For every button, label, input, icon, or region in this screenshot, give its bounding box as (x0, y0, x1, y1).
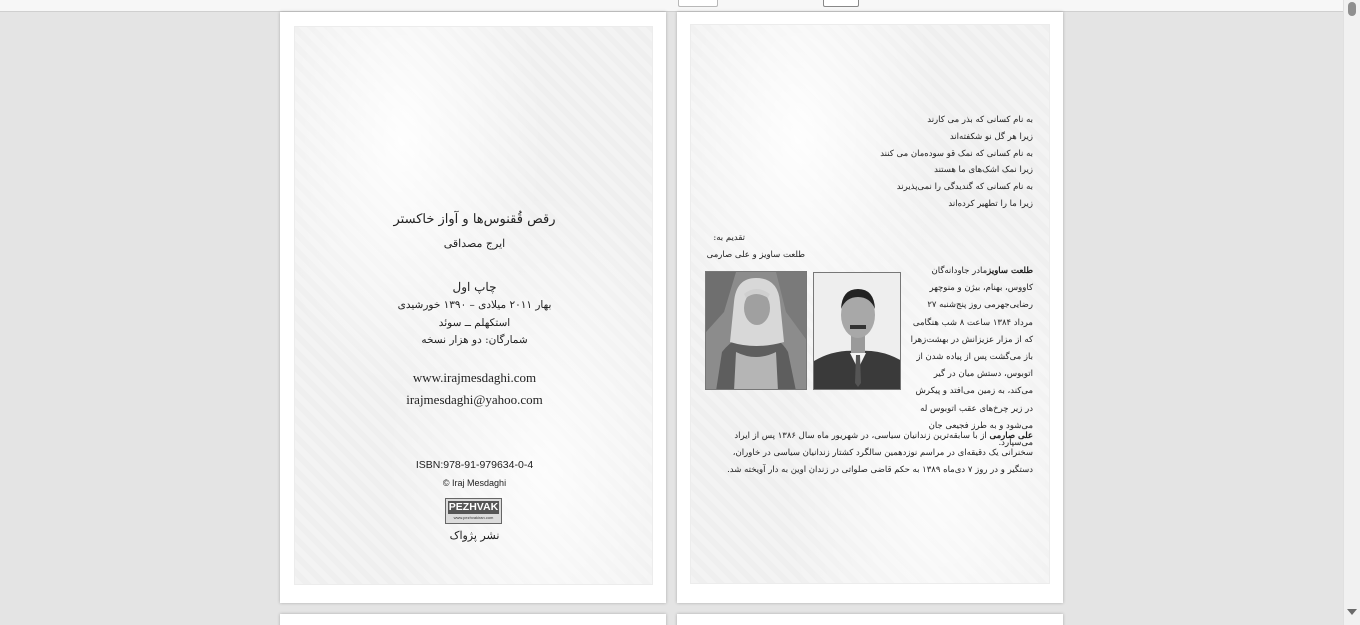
bio-name: علی صارمی (989, 431, 1033, 441)
poem (833, 112, 1033, 213)
bio-text: از با سابقه‌ترین زندانیان سیاسی، در شهریور ماه سال ۱۳۸۶ پس از ایراد سخنرانی یک دقیقه‌ای در مراسم نوزدهمین سالگرد کشتار زندانیان سیاسی در خاوران، دستگیر و در روز ۷ دی‌ماه ۱۳۸۹ به حکم قاضی صلواتی در زندان اوین به دار آویخته شد. (727, 431, 1033, 476)
scrollbar-thumb[interactable] (1348, 2, 1356, 16)
logo-name: PEZHVAK (448, 501, 499, 513)
document-page-left (280, 12, 666, 603)
logo-url: www.pezhvakiran.com (453, 515, 494, 520)
poem-line: زیرا ما را تطهیر کرده‌اند (948, 198, 1033, 209)
email-address: irajmesdaghi@yahoo.com (406, 392, 543, 407)
portrait-photo-man (813, 272, 901, 390)
bio-text: مادر جاودانه‌گان کاووس، بهنام، بیژن و منوچهر رضایی‌جهرمی روز پنج‌شنبه ۲۷ مرداد ۱۳۸۴ ساعت ۸ شب هنگامی که از مزار عزیزانش در بهشت‌زهرا باز می‌گشت پس از پیاده شدن از اتوبوس، دستش میان در گیر می‌کند، به زمین می‌افتد و پیکرش در زیر چرخ‌های عقب اتوبوس له می‌شود و به طرز فجیعی جان می‌سپارد. (910, 266, 1033, 449)
website-link: www.irajmesdaghi.com (412, 370, 537, 385)
publication-date: بهار ۲۰۱۱ میلادی – ۱۳۹۰ خورشیدی (397, 299, 552, 311)
page-content (690, 24, 1050, 584)
viewer-toolbar (0, 0, 1343, 12)
dedication-names: طلعت ساویز و علی صارمی (706, 250, 805, 260)
zoom-control[interactable] (823, 0, 859, 7)
copyright: © Iraj Mesdaghi (442, 478, 507, 488)
scroll-down-arrow-icon[interactable] (1347, 609, 1357, 615)
page-number-input[interactable] (678, 0, 718, 7)
publisher-name: نشر پژواک (449, 529, 500, 542)
poem-line: به نام کسانی که گندیدگی را نمی‌پذیرند (896, 182, 1033, 193)
vertical-scrollbar[interactable] (1343, 0, 1360, 625)
poem-line: به نام کسانی که بذر می کارند (927, 115, 1033, 125)
document-page-right (677, 12, 1063, 603)
isbn: ISBN:978-91-979634-0-4 (415, 459, 534, 471)
book-author: ایرج مصداقی (443, 237, 506, 250)
publisher-logo (445, 498, 502, 524)
biography-talat (908, 263, 1033, 452)
poem-line: زیرا نمک اشک‌های ما هستند (934, 165, 1033, 176)
publication-place: استکهلم ــ سوئد (438, 317, 511, 329)
print-count: شمارگان: دو هزار نسخه (421, 334, 528, 346)
document-page-next-left (280, 614, 666, 625)
edition: چاپ اول (452, 280, 497, 294)
portrait-photo-woman (705, 271, 807, 390)
document-page-next-right (677, 614, 1063, 625)
book-title: رقص قُقنوس‌ها و آواز خاکستر (393, 212, 556, 227)
biography-ali (713, 428, 1033, 480)
bio-name: طلعت ساویز (987, 266, 1033, 276)
dedication-label: تقدیم به: (713, 233, 745, 243)
poem-line: به نام کسانی که نمک قو سوده‌مان می کنند (880, 148, 1033, 159)
page-content (294, 26, 653, 585)
poem-line: زیرا هر گل نو شکفته‌اند (949, 131, 1033, 142)
